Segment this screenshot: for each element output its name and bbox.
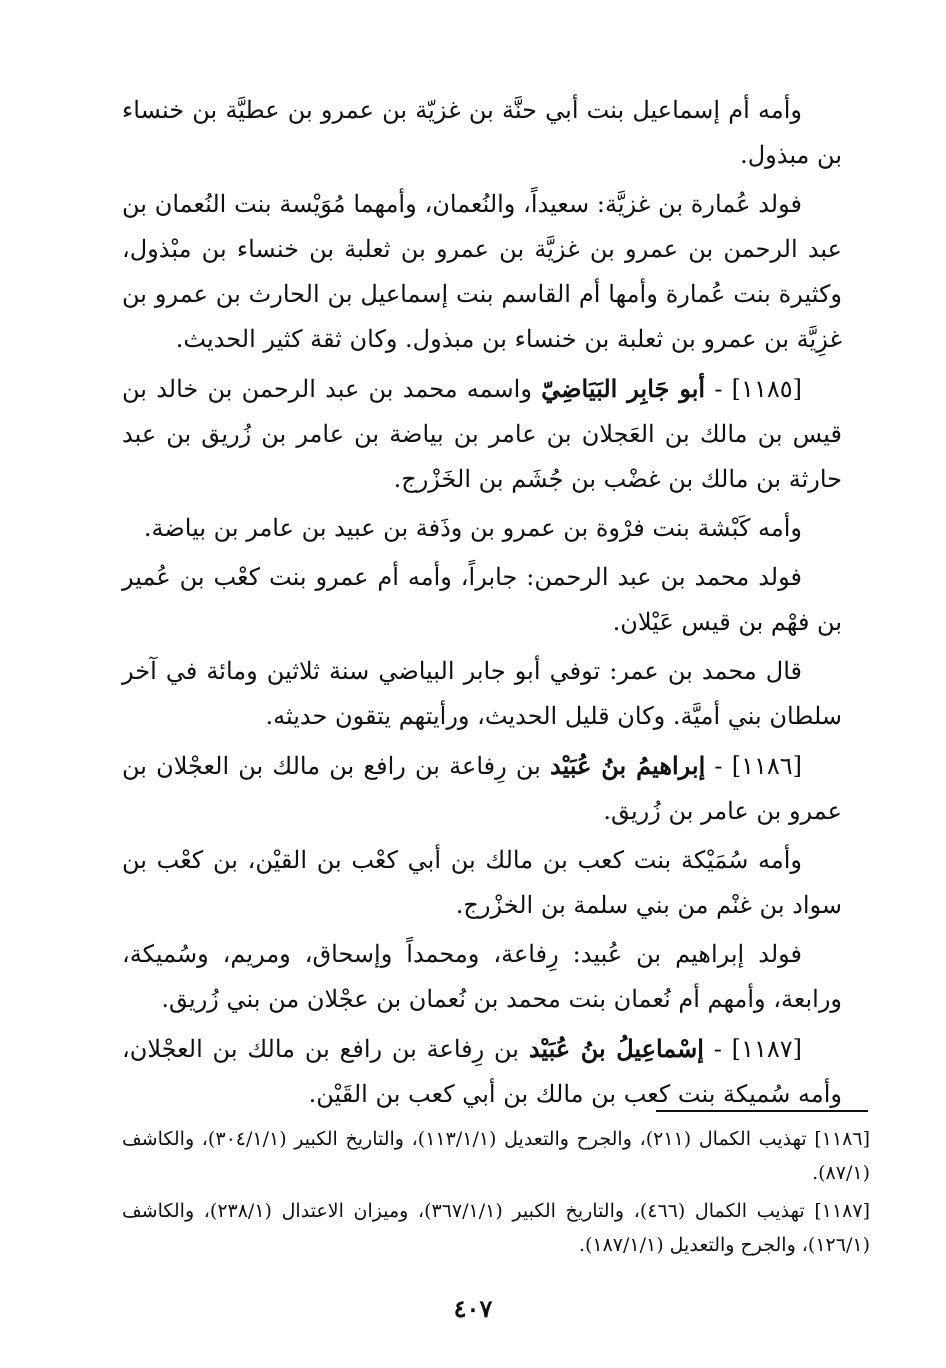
main-text [122,88,842,1121]
paragraph: وأمه سُمَيْكة بنت كعب بن مالك بن أبي كعْب بن القيْن، بن كعْب بن سواد بن غنْم من بني سلمة بن الخزْرج. [122,846,842,919]
entry-name: إبراهيمُ بنُ عُبَيْد [549,751,706,780]
page-number: ٤٠٧ [453,1294,493,1323]
paragraph: قال محمد بن عمر: توفي أبو جابر البياضي سنة ثلاثين ومائة في آخر سلطان بني أميَّة. وكان قليل الحديث، ورأيتهم يتقون حديثه. [122,657,842,730]
entry-number: [١١٨٧] - [713,1035,802,1063]
footnote: [١١٨٦] تهذيب الكمال (٢١١)، والجرح والتعديل (١١٣/١/١)، والتاريخ الكبير (٣٠٤/١/١)، والكاشف (٨٧/١). [122,1128,870,1184]
paragraph: فولد إبراهيم بن عُبيد: رِفاعة، ومحمداً وإسحاق، ومريم، وسُميكة، ورابعة، وأمهم أم نُعمان بنت محمد بن نُعمان بن عجْلان من بني زُريق. [122,940,842,1013]
footnote: [١١٨٧] تهذيب الكمال (٤٦٦)، والتاريخ الكبير (٣٦٧/١/١)، وميزان الاعتدال (٢٣٨/١)، والكاشف (١٢٦/١)، والجرح والتعديل (١٨٧/١/١). [122,1200,870,1256]
paragraph: وأمه أم إسماعيل بنت أبي حنَّة بن غزيّة بن عمرو بن عطيَّة بن خنساء بن مبذول. [122,96,842,169]
entry-name: أبو جَابِر البَيَاضِيّ [541,374,706,403]
entry-name: إسْماعِيلُ بنُ عُبَيْد [528,1034,704,1063]
entry-text: بن رِفاعة بن رافع بن مالك بن العجْلان، وأمه سُميكة بنت كعب بن مالك بن أبي كعب بن القَيْن. [122,1035,842,1108]
paragraph: وأمه كَبْشة بنت فرْوة بن عمرو بن وذَفة بن عبيد بن عامر بن بياضة. [143,514,802,542]
entry-number: [١١٨٦] - [714,752,802,780]
paragraph: فولد عُمارة بن غزيَّة: سعيداً، والنُعمان، وأمهما مُوَيْسة بنت النُعمان بن عبد الرحمن بن عمرو بن غزيَّة بن عمرو بن ثعلبة بن خنساء بن مبْذول، وكثيرة بنت عُمارة وأمها أم القاسم بنت إسماعيل بن الحارث بن عمرو بن غزِيَّة بن عمرو بن ثعلبة بن خنساء بن مبذول. وكان ثقة كثير الحديث. [122,190,842,353]
entry-number: [١١٨٥] - [714,375,802,403]
entry-text: بن رِفاعة بن رافع بن مالك بن العجْلان بن عمرو بن عامر بن زُريق. [122,752,842,825]
entry-text: واسمه محمد بن عبد الرحمن بن خالد بن قيس بن مالك بن العَجلان بن عامر بن بياضة بن عامر بن زُريق بن عبد حارثة بن مالك بن غضْب بن جُشَم بن الخَزْرج. [122,375,842,493]
paragraph: فولد محمد بن عبد الرحمن: جابراً، وأمه أم عمرو بنت كعْب بن عُمير بن فهْم بن قيس عَيْلان. [122,563,842,636]
footnotes [122,1122,870,1266]
entry-paragraph [122,743,842,834]
footnote-divider [656,1110,868,1112]
entry-paragraph [122,366,842,502]
entry-paragraph [122,1026,842,1117]
